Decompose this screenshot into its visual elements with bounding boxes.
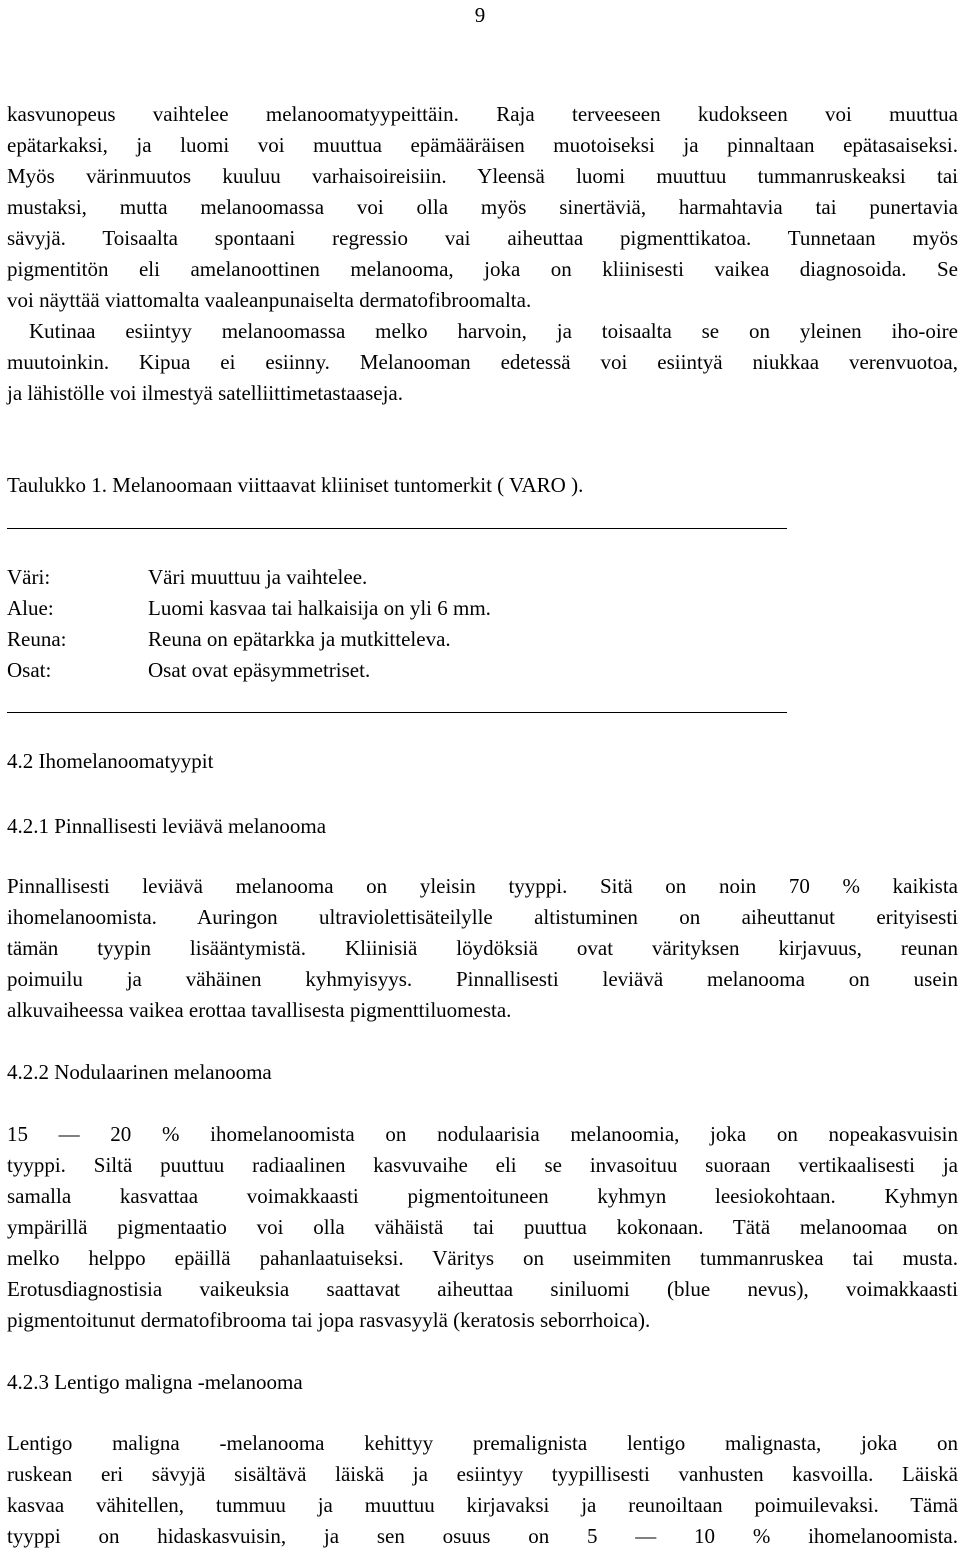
text-line: poimuilu ja vähäinen kyhmyisyys. Pinnallisesti leviävä melanooma on usein <box>7 967 958 991</box>
text-line: alkuvaiheessa vaikea erottaa tavallisesta pigmenttiluomesta. <box>7 998 512 1022</box>
text-line: ja lähistölle voi ilmestyä satelliittimetastaaseja. <box>7 381 403 405</box>
table-value: Osat ovat epäsymmetriset. <box>148 658 371 682</box>
section-4-2-2-paragraph <box>7 1119 958 1336</box>
text-line: Pinnallisesti leviävä melanooma on yleisin tyyppi. Sitä on noin 70 % kaikista <box>7 874 958 898</box>
text-line: melko helppo epäillä pahanlaatuiseksi. Väritys on useimmiten tummanruskea tai musta. <box>7 1246 958 1270</box>
table-key: Alue: <box>7 596 54 620</box>
text-line: tyyppi. Siltä puuttuu radiaalinen kasvuvaihe eli se invasoituu suoraan vertikaalisesti ja <box>7 1153 958 1177</box>
text-line: muutoinkin. Kipua ei esiinny. Melanooman edetessä voi esiintyä niukkaa verenvuotoa, <box>7 350 958 374</box>
page-number: 9 <box>474 3 486 27</box>
text-line: sävyjä. Toisaalta spontaani regressio vai aiheuttaa pigmenttikatoa. Tunnetaan myös <box>7 226 958 250</box>
section-4-2-1-paragraph <box>7 871 958 1026</box>
text-line: epätarkaksi, ja luomi voi muuttua epämääräisen muotoiseksi ja pinnaltaan epätasaiseksi. <box>7 133 958 157</box>
table-row <box>7 593 491 624</box>
text-line: ympärillä pigmentaatio voi olla vähäistä tai puuttua kokonaan. Tätä melanoomaa on <box>7 1215 958 1239</box>
text-line: tämän tyypin lisääntymistä. Kliinisiä löydöksiä ovat värityksen kirjavuus, reunan <box>7 936 958 960</box>
text-line: Lentigo maligna -melanooma kehittyy premalignista lentigo malignasta, joka on <box>7 1431 958 1455</box>
table-value: Reuna on epätarkka ja mutkitteleva. <box>148 627 451 651</box>
intro-paragraph <box>7 99 958 409</box>
text-line: voi näyttää viattomalta vaaleanpunaiselta dermatofibroomalta. <box>7 288 532 312</box>
text-line: kasvunopeus vaihtelee melanoomatyypeittäin. Raja terveeseen kudokseen voi muuttua <box>7 102 958 126</box>
text-line: 15 — 20 % ihomelanoomista on nodulaarisia melanoomia, joka on nopeakasvuisin <box>7 1122 958 1146</box>
section-heading-4-2-1: 4.2.1 Pinnallisesti leviävä melanooma <box>7 814 327 838</box>
text-line: samalla kasvattaa voimakkaasti pigmentoituneen kyhmyn leesiokohtaan. Kyhmyn <box>7 1184 958 1208</box>
section-heading-4-2-3: 4.2.3 Lentigo maligna -melanooma <box>7 1370 303 1394</box>
table-row <box>7 624 491 655</box>
text-line: mustaksi, mutta melanoomassa voi olla myös sinertäviä, harmahtavia tai punertavia <box>7 195 958 219</box>
text-line: Kutinaa esiintyy melanoomassa melko harvoin, ja toisaalta se on yleinen iho-oire <box>29 319 958 343</box>
table-value: Luomi kasvaa tai halkaisija on yli 6 mm. <box>148 596 491 620</box>
text-line: Erotusdiagnostisia vaikeuksia saattavat aiheuttaa siniluomi (blue nevus), voimakkaasti <box>7 1277 958 1301</box>
section-4-2-3-paragraph <box>7 1428 958 1552</box>
table-key: Reuna: <box>7 627 67 651</box>
table-bottom-rule <box>7 712 787 713</box>
table-value: Väri muuttuu ja vaihtelee. <box>148 565 368 589</box>
text-line: pigmentitön eli amelanoottinen melanooma, joka on kliinisesti vaikea diagnosoida. Se <box>7 257 958 281</box>
table-key: Osat: <box>7 658 52 682</box>
table-top-rule <box>7 528 787 529</box>
text-line: ruskean eri sävyjä sisältävä läiskä ja esiintyy tyypillisesti vanhusten kasvoilla. Läiskä <box>7 1462 958 1486</box>
table-caption: Taulukko 1. Melanoomaan viittaavat kliiniset tuntomerkit ( VARO ). <box>7 473 584 497</box>
text-line: kasvaa vähitellen, tummuu ja muuttuu kirjavaksi ja reunoiltaan poimuilevaksi. Tämä <box>7 1493 958 1517</box>
table-row <box>7 562 491 593</box>
text-line: pigmentoitunut dermatofibrooma tai jopa rasvasyylä (keratosis seborrhoica). <box>7 1308 651 1332</box>
table-row <box>7 655 491 686</box>
text-line: tyyppi on hidaskasvuisin, ja sen osuus on 5 — 10 % ihomelanoomista. <box>7 1524 958 1548</box>
section-heading-4-2-2: 4.2.2 Nodulaarinen melanooma <box>7 1060 272 1084</box>
table-key: Väri: <box>7 565 51 589</box>
section-heading-4-2: 4.2 Ihomelanoomatyypit <box>7 749 214 773</box>
text-line: Myös värinmuutos kuuluu varhaisoireisiin. Yleensä luomi muuttuu tummanruskeaksi tai <box>7 164 958 188</box>
text-line: ihomelanoomista. Auringon ultraviolettisäteilylle altistuminen on aiheuttanut erityisesti <box>7 905 958 929</box>
varo-table <box>7 562 491 686</box>
